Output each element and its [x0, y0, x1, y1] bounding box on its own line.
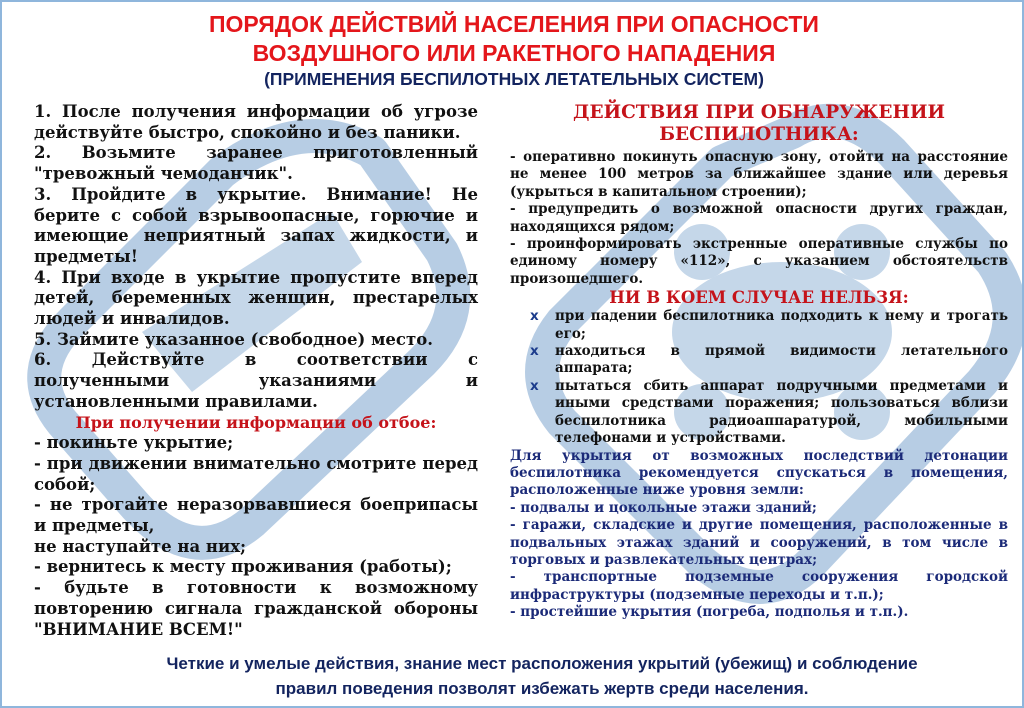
title-line-1: ПОРЯДОК ДЕЙСТВИЙ НАСЕЛЕНИЯ ПРИ ОПАСНОСТИ: [209, 11, 819, 37]
shelter-intro: Для укрытия от возможных последствий детонации беспилотника рекомендуется спускаться в помещения, расположенные ниже уровня земли:: [510, 447, 1008, 499]
otboi-item: - покиньте укрытие;: [34, 433, 234, 453]
otboi-item: - будьте в готовности к возможному повторению сигнала гражданской обороны "ВНИМАНИЕ ВСЕМ!": [34, 578, 478, 639]
otboi-item: - при движении внимательно смотрите перед собой;: [34, 453, 478, 494]
otboi-item: - не трогайте неразорвавшиеся боеприпасы и предметы,: [34, 495, 478, 536]
step-item: 4. При входе в укрытие пропустите вперед детей, беременных женщин, престарелых людей и инвалидов.: [34, 267, 478, 329]
action-item: - проинформировать экстренные оперативные службы по единому номеру «112», с указанием обстоятельств произошедшего.: [510, 236, 1008, 287]
step-item: 1. После получения информации об угрозе действуйте быстро, спокойно и без паники.: [34, 102, 478, 142]
action-item: - предупредить о возможной опасности других граждан, находящихся рядом;: [510, 201, 1008, 235]
drone-actions-heading-line-2: БЕСПИЛОТНИКА:: [659, 124, 859, 145]
x-mark-icon: x: [530, 343, 539, 360]
header: [2, 10, 1024, 90]
never-heading: НИ В КОЕМ СЛУЧАЕ НЕЛЬЗЯ:: [609, 288, 909, 308]
shelter-item: - гаражи, складские и другие помещения, расположенные в подвальных этажах зданий и сооружений, в том числе в торговых и развлекательных центрах;: [510, 517, 1008, 568]
shelter-item: - транспортные подземные сооружения городской инфраструктуры (подземные переходы и т.п.);: [510, 569, 1008, 603]
left-column: [34, 102, 478, 640]
otboi-heading: При получении информации об отбое:: [75, 412, 437, 432]
action-item: - оперативно покинуть опасную зону, отойти на расстояние не менее 100 метров за ближайшее здание или деревья (укрыться в капитальном строении);: [510, 149, 1008, 200]
x-mark-icon: x: [530, 377, 539, 394]
right-column: [510, 102, 1008, 622]
step-item: 3. Пройдите в укрытие. Внимание! Не берите с собой взрывоопасные, горючие и имеющие неприятный запах жидкости, и предметы!: [34, 184, 478, 266]
never-item: [510, 308, 1008, 343]
title-line-2: ВОЗДУШНОГО ИЛИ РАКЕТНОГО НАПАДЕНИЯ: [252, 40, 776, 66]
otboi-item: - вернитесь к месту проживания (работы);: [34, 557, 452, 577]
subtitle: (ПРИМЕНЕНИЯ БЕСПИЛОТНЫХ ЛЕТАТЕЛЬНЫХ СИСТЕМ): [264, 69, 764, 89]
footer-line-2: правил поведения позволят избежать жертв среди населения.: [275, 679, 809, 698]
never-item-text: находиться в прямой видимости летательного аппарата;: [555, 343, 1008, 377]
footer-line-1: Четкие и умелые действия, знание мест расположения укрытий (убежищ) и соблюдение: [166, 654, 918, 673]
never-item-text: пытаться сбить аппарат подручными предметами и иными средствами поражения; пользоваться вблизи беспилотника радиоаппаратурой, мобильными телефонами и устройствами.: [555, 377, 1008, 447]
drone-actions-heading-line-1: ДЕЙСТВИЯ ПРИ ОБНАРУЖЕНИИ: [573, 102, 945, 123]
never-item: [510, 378, 1008, 448]
step-item: 6. Действуйте в соответствии с полученными указаниями и установленными правилами.: [34, 350, 478, 411]
otboi-item: не наступайте на них;: [34, 536, 247, 556]
step-item: 2. Возьмите заранее приготовленный "тревожный чемоданчик".: [34, 143, 478, 184]
never-item-text: при падении беспилотника подходить к нему и трогать его;: [555, 308, 1008, 342]
footer: [2, 651, 1024, 701]
never-item: [510, 343, 1008, 378]
shelter-item: - простейшие укрытия (погреба, подполья и т.п.).: [510, 604, 909, 621]
x-mark-icon: x: [530, 308, 539, 325]
shelter-item: - подвалы и цокольные этажи зданий;: [510, 499, 817, 516]
step-item: 5. Займите указанное (свободное) место.: [34, 329, 433, 349]
